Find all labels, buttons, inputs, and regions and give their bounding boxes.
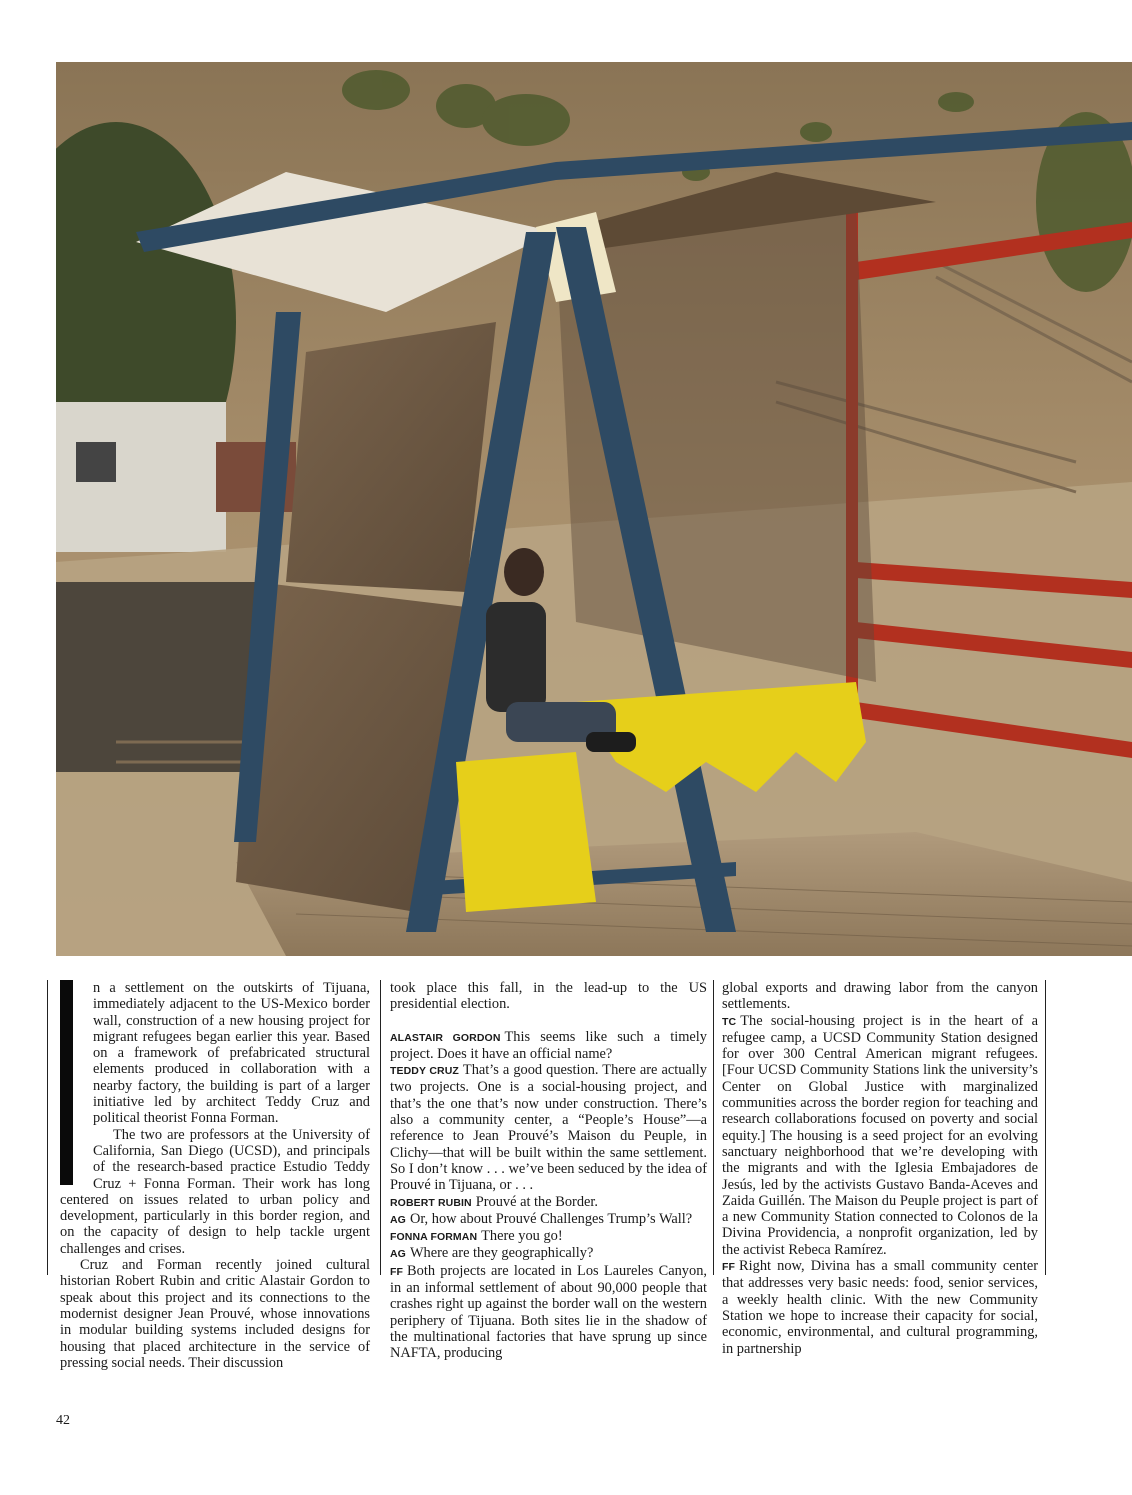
dialogue-text: There you go! — [481, 1228, 563, 1245]
dialogue-line — [390, 1245, 707, 1262]
text-column-1 — [60, 980, 370, 1371]
dialogue-text: That’s a good question. There are actually two projects. One is a social-housing project, and that’s the one that’s now under construction. There’s also a community center, a “People’s House”—a reference to Jean Prouvé’s Maison du Peuple, in Clichy—that will be built within the same settlement. So I don’t know . . . we’ve been seduced by the idea of Prouvé in Tijuana, or . . . — [390, 1062, 707, 1194]
speaker-label: TEDDY CRUZ — [390, 1065, 459, 1078]
paragraph: global exports and drawing labor from the canyon settlements. — [722, 980, 1038, 1013]
speaker-label: TC — [722, 1015, 737, 1028]
paragraph: The two are professors at the University of California, San Diego (UCSD), and principals of the research-based practice Estudio Teddy Cruz + Fonna Forman. Their work has long centered on issues related to urban policy and development, particularly in this border region, and on the capacity of design to help tackle urgent challenges and crises. — [60, 1126, 370, 1257]
dialogue-text: This seems like such a timely project. Does it have an official name? — [390, 1028, 707, 1062]
speaker-label: FONNA FORMAN — [390, 1231, 478, 1244]
dialogue-text: Both projects are located in Los Laureles Canyon, in an informal settlement of about 90,000 people that crashes right up against the border wall on the western periphery of Tijuana. Both sites lie in the shadow of the multinational factories that have sprung up since NAFTA, producing — [390, 1262, 707, 1362]
dialogue-line — [390, 1194, 707, 1211]
dialogue-text: Where are they geographically? — [409, 1245, 594, 1262]
column-rule — [380, 980, 381, 1275]
speaker-label: ROBERT RUBIN — [390, 1196, 472, 1209]
dialogue-line — [390, 1263, 707, 1362]
article-photo — [56, 62, 1132, 956]
dialogue-line — [390, 1211, 707, 1228]
text-column-3 — [722, 980, 1038, 1357]
page-number: 42 — [56, 1413, 70, 1428]
column-rule — [47, 980, 48, 1275]
paragraph: Cruz and Forman recently joined cultural historian Robert Rubin and critic Alastair Gordon to speak about this project and its connections to the modernist designer Jean Prouvé, whose innovations in modular building systems included designs for housing that placed architecture in the service of pressing social needs. Their discussion — [60, 1257, 370, 1371]
dialogue-text: Or, how about Prouvé Challenges Trump’s Wall? — [409, 1210, 693, 1227]
column-rule — [1045, 980, 1046, 1275]
dialogue-line — [390, 1228, 707, 1245]
speaker-label: AG — [390, 1213, 406, 1226]
dialogue-line — [390, 1062, 707, 1193]
shelter-photo-illustration — [56, 62, 1132, 956]
dialogue-text: Prouvé at the Border. — [475, 1193, 598, 1210]
drop-cap-i — [60, 980, 73, 1185]
dialogue-line — [722, 1258, 1038, 1357]
paragraph: took place this fall, in the lead-up to the US presidential election. — [390, 980, 707, 1013]
dialogue-line — [390, 1029, 707, 1063]
speaker-label: ALASTAIR GORDON — [390, 1031, 501, 1044]
dialogue-text: Right now, Divina has a small community center that addresses very basic needs: food, senior services, a weekly health clinic. With the new Community Station we hope to increase their capacity for social, economic, environmental, and cultural programming, in partnership — [722, 1258, 1038, 1357]
speaker-label: AG — [390, 1248, 406, 1261]
dialogue-line — [722, 1013, 1038, 1258]
text-column-2 — [390, 980, 707, 1362]
column-rule — [713, 980, 714, 1275]
paragraph: n a settlement on the outskirts of Tijuana, immediately adjacent to the US-Mexico border wall, construction of a new housing project for migrant refugees began earlier this year. Based on a framework of prefabricated structural elements produced in collaboration with a nearby factory, the building is part of a larger initiative led by architect Teddy Cruz and political theorist Fonna Forman. — [93, 980, 370, 1127]
dialogue-text: The social-housing project is in the heart of a refugee camp, a UCSD Community Station designed for over 300 Central American migrant refugees. [Four UCSD Community Stations link the university’s Center on Global Justice with marginalized communities across the border region for teaching and research collaborations focused on poverty and social equity.] The housing is a seed project for an evolving sanctuary neighborhood that we’re developing with the migrants and with the Iglesia Embajadores de Jesús, led by the activists Gustavo Banda-Aceves and Zaida Guillén. The Maison du Peuple project is part of a new Community Station connected to Colonos de la Divina Providencia, a nonprofit organization, led by the activist Rebeca Ramírez. — [722, 1012, 1038, 1258]
speaker-label: FF — [722, 1261, 736, 1274]
wood-panel-upper — [286, 322, 496, 592]
speaker-label: FF — [390, 1265, 404, 1278]
